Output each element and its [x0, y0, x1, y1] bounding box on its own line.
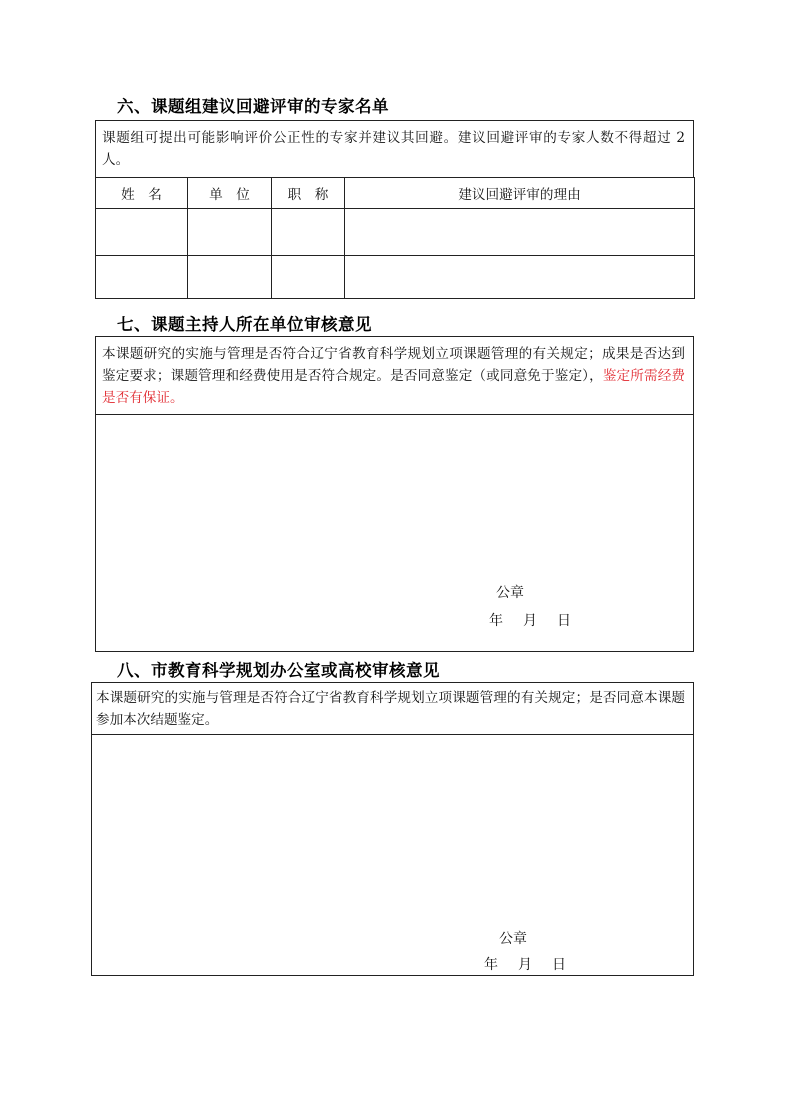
- row1-name-cell[interactable]: [96, 209, 188, 256]
- section7-opinion-area[interactable]: [95, 414, 694, 652]
- section6-note: 课题组可提出可能影响评价公正性的专家并建议其回避。建议回避评审的专家人数不得超过 2 人。: [102, 130, 685, 168]
- header-title: 职 称: [272, 178, 345, 209]
- row2-reason-cell[interactable]: [345, 256, 695, 299]
- row2-title-cell[interactable]: [272, 256, 345, 299]
- section6-title: 六、课题组建议回避评审的专家名单: [117, 97, 389, 116]
- section8-date-line: [484, 954, 566, 974]
- section8-date-year: 年: [484, 957, 498, 973]
- row1-reason-cell[interactable]: [345, 209, 695, 256]
- section7-date-line: [489, 610, 571, 630]
- header-name: 姓 名: [96, 178, 188, 209]
- section8-title: 八、市教育科学规划办公室或高校审核意见: [117, 661, 440, 680]
- row1-title-cell[interactable]: [272, 209, 345, 256]
- section8-date-month: 月: [518, 957, 532, 973]
- section7-note-box: [95, 336, 694, 415]
- section7-title: 七、课题主持人所在单位审核意见: [117, 315, 372, 334]
- section8-note: 本课题研究的实施与管理是否符合辽宁省教育科学规划立项课题管理的有关规定；是否同意本课题参加本次结题鉴定。: [96, 690, 685, 728]
- row1-unit-cell[interactable]: [188, 209, 272, 256]
- section8-opinion-area[interactable]: [91, 734, 694, 976]
- section7-note-red: 鉴定所需经费是否有保证。: [102, 368, 686, 406]
- section7-date-year: 年: [489, 613, 503, 629]
- table-header-row: [96, 178, 695, 209]
- table-row: [96, 209, 695, 256]
- section7-note: 本课题研究的实施与管理是否符合辽宁省教育科学规划立项课题管理的有关规定；成果是否达到鉴定要求；课题管理和经费使用是否符合规定。是否同意鉴定（或同意免于鉴定），: [102, 346, 685, 384]
- section8-seal-label: 公章: [499, 931, 527, 947]
- header-unit: 单 位: [188, 178, 272, 209]
- header-reason: 建议回避评审的理由: [345, 178, 695, 209]
- section7-date-day: 日: [557, 613, 571, 629]
- row2-name-cell[interactable]: [96, 256, 188, 299]
- section6-note-box: [95, 120, 694, 178]
- section8-note-box: [91, 682, 694, 735]
- row2-unit-cell[interactable]: [188, 256, 272, 299]
- section7-date-month: 月: [523, 613, 537, 629]
- table-row: [96, 256, 695, 299]
- section7-seal-label: 公章: [496, 585, 524, 601]
- section8-date-day: 日: [552, 957, 566, 973]
- expert-avoidance-table: [95, 177, 695, 299]
